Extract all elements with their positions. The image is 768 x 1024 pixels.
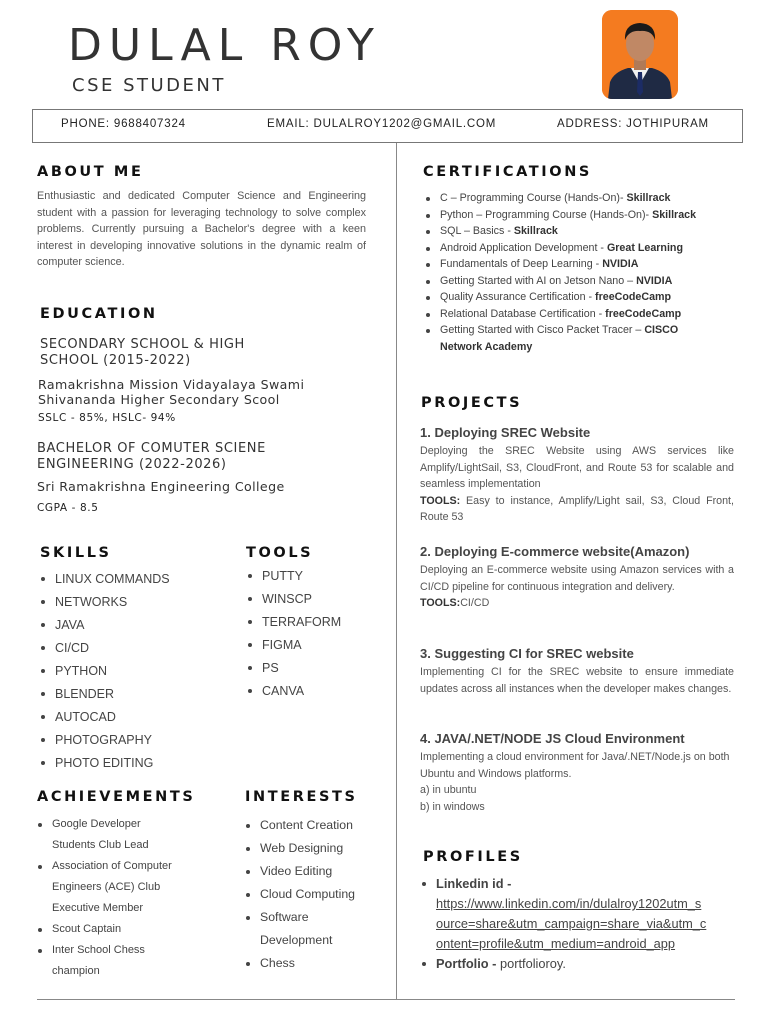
interest-item: Chess	[244, 952, 355, 975]
project-desc-2: Deploying an E-commerce website using Amazon services with a CI/CD pipeline for continuous integration and delivery. TOOLS:CI/CD	[420, 564, 734, 609]
resume-role: CSE STUDENT	[72, 75, 226, 96]
achievement-item: Inter School Chess champion	[36, 940, 172, 982]
tools-heading: TOOLS	[246, 545, 314, 561]
tool-item: WINSCP	[246, 591, 341, 614]
degree-line: BACHELOR OF COMUTER SCIENE	[37, 441, 266, 456]
profiles-heading: PROFILES	[423, 849, 523, 865]
projects-heading: PROJECTS	[421, 395, 523, 411]
interest-item: Web Designing	[244, 837, 355, 860]
tool-item: PS	[246, 660, 341, 683]
achievement-item: Scout Captain	[36, 919, 172, 940]
school-line: Ramakrishna Mission Vidayalaya Swami	[38, 377, 305, 392]
skill-item: PYTHON	[39, 663, 170, 686]
skill-item: PHOTO EDITING	[39, 755, 170, 778]
project-title-3: 3. Suggesting CI for SREC website	[420, 646, 634, 661]
education-score-1: SSLC - 85%, HSLC- 94%	[38, 412, 176, 424]
school-line: Shivananda Higher Secondary Scool	[38, 392, 280, 407]
skills-heading: SKILLS	[40, 545, 112, 561]
degree-line: SCHOOL (2015-2022)	[40, 353, 191, 368]
interest-item: Cloud Computing	[244, 883, 355, 906]
certification-item: Quality Assurance Certification - freeCodeCamp	[424, 289, 696, 306]
achievements-list	[36, 814, 172, 982]
portfolio-link[interactable]: portfolioroy.	[499, 956, 566, 971]
skills-list	[39, 571, 170, 778]
bottom-divider	[37, 999, 735, 1000]
degree-line: ENGINEERING (2022-2026)	[37, 457, 227, 472]
certification-item: Relational Database Certification - freeCodeCamp	[424, 306, 696, 323]
skill-item: LINUX COMMANDS	[39, 571, 170, 594]
tool-item: FIGMA	[246, 637, 341, 660]
achievement-item: Google Developer Students Club Lead	[36, 814, 172, 856]
certification-item: C – Programming Course (Hands-On)- Skillrack	[424, 190, 696, 207]
skill-item: CI/CD	[39, 640, 170, 663]
project-title-2: 2. Deploying E-commerce website(Amazon)	[420, 544, 690, 559]
interests-heading: INTERESTS	[245, 789, 358, 805]
profile-item-portfolio: Portfolio - portfolioroy.	[420, 954, 706, 974]
profiles-list	[420, 874, 706, 974]
profile-photo	[602, 10, 678, 99]
address-text: ADDRESS: JOTHIPURAM	[557, 118, 709, 130]
about-text: Enthusiastic and dedicated Computer Science and Engineering student with a passion for leveraging technology to solve complex problems. Currently pursuing a Bachelor's degree with a keen interest in developing innovative solutions in the dynamic realm of computer science.	[37, 190, 366, 269]
interest-item: Content Creation	[244, 814, 355, 837]
tool-item: TERRAFORM	[246, 614, 341, 637]
certification-item: Getting Started with AI on Jetson Nano – NVIDIA	[424, 273, 696, 290]
certifications-heading: CERTIFICATIONS	[423, 164, 592, 180]
tool-item: CANVA	[246, 683, 341, 706]
education-school-1	[38, 377, 304, 407]
education-heading: EDUCATION	[40, 306, 158, 322]
about-heading: ABOUT ME	[37, 164, 144, 180]
education-school-2: Sri Ramakrishna Engineering College	[37, 479, 285, 494]
certification-item: Getting Started with Cisco Packet Tracer – CISCO Network Academy	[424, 322, 696, 355]
skill-item: AUTOCAD	[39, 709, 170, 732]
education-score-2: CGPA - 8.5	[37, 502, 99, 514]
profile-item-linkedin: Linkedin id - https://www.linkedin.com/in/dulalroy1202utm_s ource=share&utm_campaign=share_via&utm_c ontent=profile&utm_medium=android_app	[420, 874, 706, 954]
tools-list	[246, 568, 341, 706]
achievement-item: Association of Computer Engineers (ACE) Club Executive Member	[36, 856, 172, 919]
tool-item: PUTTY	[246, 568, 341, 591]
certification-item: Fundamentals of Deep Learning - NVIDIA	[424, 256, 696, 273]
project-title-1: 1. Deploying SREC Website	[420, 425, 591, 440]
interest-item: Video Editing	[244, 860, 355, 883]
phone-text: PHONE: 9688407324	[61, 118, 186, 130]
skill-item: NETWORKS	[39, 594, 170, 617]
project-title-4: 4. JAVA/.NET/NODE JS Cloud Environment	[420, 731, 685, 746]
email-text: EMAIL: DULALROY1202@GMAIL.COM	[267, 118, 497, 130]
interests-list	[244, 814, 355, 975]
skill-item: JAVA	[39, 617, 170, 640]
project-desc-1: Deploying the SREC Website using AWS services like Amplify/LightSail, S3, CloudFront, and Route 53 for scalable and seamless implementation TOOLS: Easy to instance, Amplify/Light sail, S3, Cloud Front, Route 53	[420, 445, 734, 523]
certification-item: Android Application Development - Great Learning	[424, 240, 696, 257]
certification-item: Python – Programming Course (Hands-On)- Skillrack	[424, 207, 696, 224]
column-divider	[396, 143, 397, 1000]
certification-item: SQL – Basics - Skillrack	[424, 223, 696, 240]
project-desc-4: Implementing a cloud environment for Java/.NET/Node.js on both Ubuntu and Windows platforms. a) in ubuntu b) in windows	[420, 751, 730, 813]
education-degree-1	[40, 337, 245, 369]
achievements-heading: ACHIEVEMENTS	[37, 789, 196, 805]
interest-item: Software Development	[244, 906, 355, 952]
resume-name: DULAL ROY	[68, 20, 381, 71]
skill-item: BLENDER	[39, 686, 170, 709]
education-degree-2	[37, 441, 266, 473]
project-desc-3: Implementing CI for the SREC website to ensure immediate updates across all instances when the developer makes changes.	[420, 666, 734, 695]
certifications-list	[424, 190, 696, 355]
degree-line: SECONDARY SCHOOL & HIGH	[40, 337, 245, 352]
linkedin-link[interactable]: https://www.linkedin.com/in/dulalroy1202utm_s ource=share&utm_campaign=share_via&utm_c ontent=profile&utm_medium=android_app	[436, 896, 707, 951]
contact-bar	[32, 109, 743, 143]
skill-item: PHOTOGRAPHY	[39, 732, 170, 755]
